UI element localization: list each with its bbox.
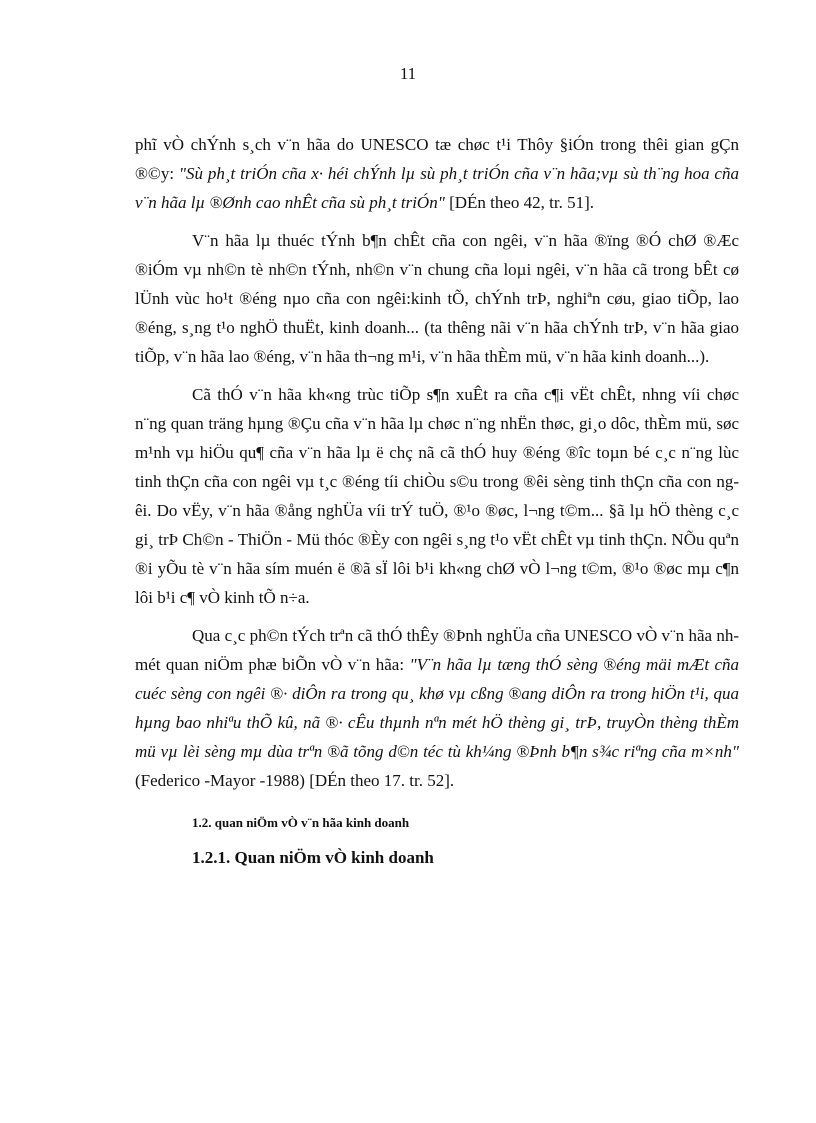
paragraph-4-text: Qua c¸c ph©n tÝch trªn cã thÓ thÊy ®Þnh nghÜa cña UNESCO vÒ v¨n hãa nh mét quan niÖm phæ biÕn vÒ v¨n hãa: bbox=[135, 626, 739, 674]
document-body bbox=[135, 130, 739, 870]
paragraph-1 bbox=[135, 130, 739, 217]
paragraph-4-citation: (Federico -Mayor -1988) [DÉn theo 17. tr. 52]. bbox=[135, 771, 455, 790]
page-number: 11 bbox=[399, 64, 417, 83]
paragraph-1-citation: [DÉn theo 42, tr. 51]. bbox=[444, 193, 595, 212]
subsection-heading: 1.2.1. Quan niÖm vÒ kinh doanh bbox=[192, 848, 434, 867]
paragraph-4-quote: "V¨n hãa lµ tæng thÓ sèng ®éng mäi mÆt cña cuéc sèng con ngêi ®· diÔn ra trong qu¸ khø vµ cßng ®ang diÔn ra trong hiÖn t¹i, qua hµng bao nhiªu thÕ kû, nã ®· cÊu thµnh nªn mét hÖ thèng gi¸ trÞ, truyÒn thèng thÈm mü vµ lèi sèng mµ dùa trªn ®ã tõng d©n téc tù kh¼ng ®Þnh b¶n s¾c riªng cña m×nh" bbox=[135, 655, 739, 761]
section-heading: 1.2. quan niÖm vÒ v¨n hãa kinh doanh bbox=[192, 815, 410, 830]
paragraph-4 bbox=[135, 621, 739, 795]
paragraph-2: V¨n hãa lµ thuéc tÝnh b¶n chÊt cña con ngêi, v¨n hãa ®ïng ®Ó chØ ®Æc ®iÓm vµ nh©n tè nh©n tÝnh, nh©n v¨n chung cña loµi ngêi, v¨n hãa cã trong bÊt cø lÜnh vùc ho¹t ®éng nµo cña con ngêi:kinh tÕ, chÝnh trÞ, nghiªn cøu, giao tiÕp, lao ®éng, s¸ng t¹o nghÖ thuËt, kinh doanh... (ta thêng nãi v¨n hãa chÝnh trÞ, v¨n hãa giao tiÕp, v¨n hãa lao ®éng, v¨n hãa th¬ng m¹i, v¨n hãa thÈm mü, v¨n hãa kinh doanh...). bbox=[135, 231, 739, 366]
paragraph-1-quote: "Sù ph¸t triÓn cña x· héi chÝnh lµ sù ph¸t triÓn cña v¨n hãa;vµ sù th¨ng hoa cña v¨n hãa lµ ®Ønh cao nhÊt cña sù ph¸t triÓn" bbox=[135, 164, 739, 212]
paragraph-1-text: phĩ vÒ chÝnh s¸ch v¨n hãa do UNESCO tæ chøc t¹i Thôy §iÓn trong thêi gian gÇn ®©y: bbox=[135, 135, 739, 183]
paragraph-3: Cã thÓ v¨n hãa kh«ng trùc tiÕp s¶n xuÊt ra cña c¶i vËt chÊt, nhng víi chøc n¨ng quan träng hµng ®Çu cña v¨n hãa lµ chøc n¨ng nhËn thøc, gi¸o dôc, thÈm mü, søc m¹nh vµ hiÖu qu¶ cña v¨n hãa lµ ë chç nã cã thÓ huy ®éng ®îc toµn bé c¸c n¨ng lùc tinh thÇn cña con ngêi vµ t¸c ®éng tíi chiÒu s©u trong ®êi sèng tinh thÇn cña con ngêi. Do vËy, v¨n hãa ®ång nghÜa víi trÝ tuÖ, ®¹o ®øc, l¬ng t©m... §ã lµ hÖ thèng c¸c gi¸ trÞ Ch©n - ThiÖn - Mü thóc ®Èy con ngêi s¸ng t¹o vËt chÊt vµ tinh thÇn. NÕu quªn ®i yÕu tè v¨n hãa sím muén ë ®ã sÏ lôi b¹i kh«ng chØ vÒ l¬ng t©m, ®¹o ®øc mµ c¶n lôi b¹i c¶ vÒ kinh tÕ n÷a. bbox=[135, 385, 739, 607]
